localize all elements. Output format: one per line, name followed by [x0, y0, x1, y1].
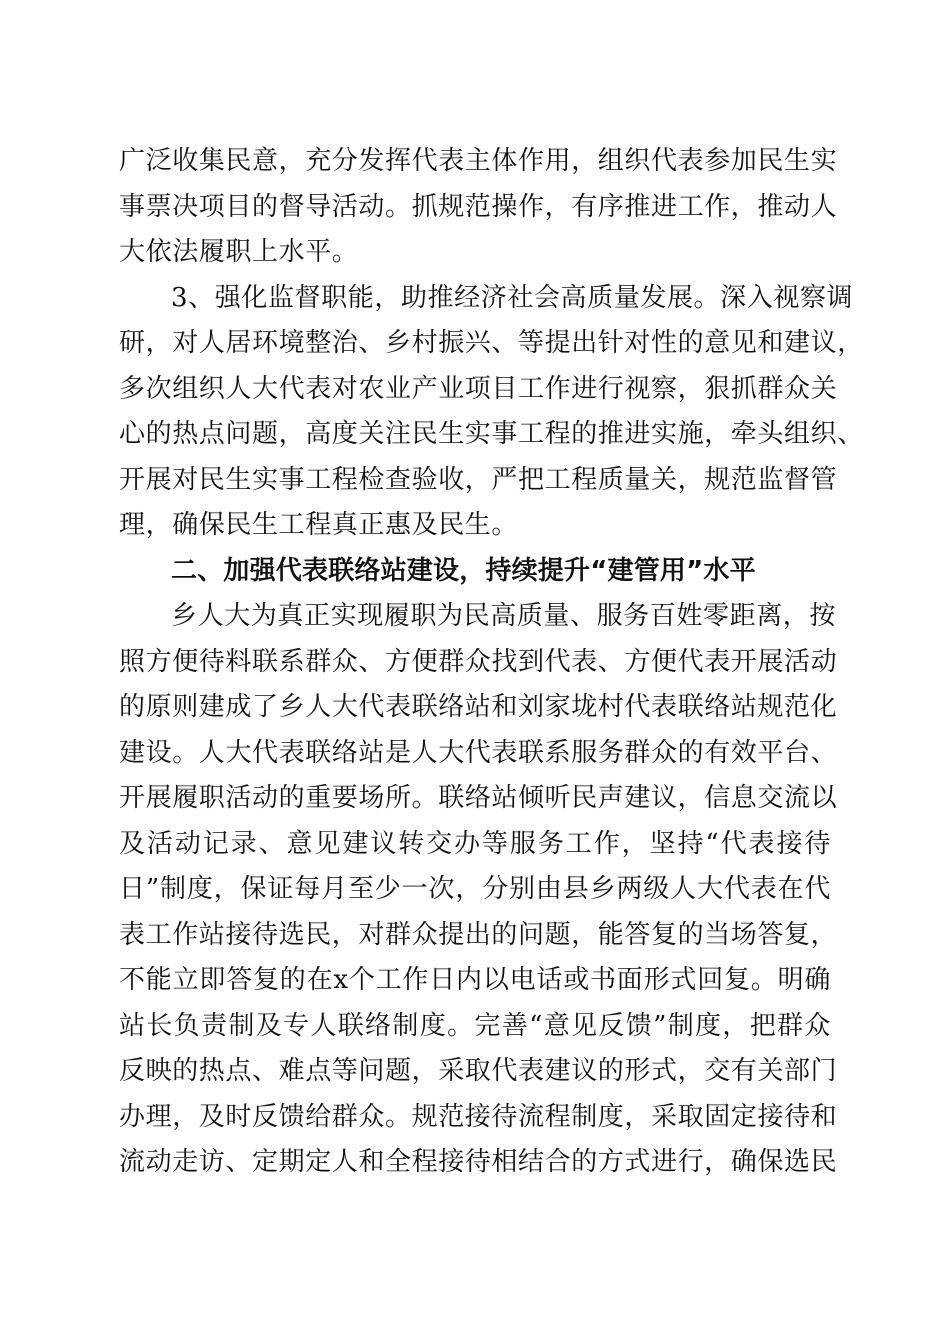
paragraph-line: 及活动记录、意见建议转交办等服务工作，坚持“代表接待: [119, 829, 831, 859]
paragraph-line: 乡人大为真正实现履职为民高质量、服务百姓零距离，按: [171, 601, 837, 631]
paragraph-line: 大依法履职上水平。: [119, 237, 359, 267]
paragraph-line: 流动走访、定期定人和全程接待相结合的方式进行，确保选民: [119, 1147, 838, 1177]
paragraph-line: 心的热点问题，高度关注民生实事工程的推进实施，牵头组织、: [119, 419, 864, 449]
paragraph-line: 办理，及时反馈给群众。规范接待流程制度，采取固定接待和: [119, 1102, 838, 1132]
paragraph-line: 站长负责制及专人联络制度。完善“意见反馈”制度，把群众: [119, 1011, 831, 1041]
paragraph-line: 日”制度，保证每月至少一次，分别由县乡两级人大代表在代: [119, 874, 831, 904]
paragraph-line: 事票决项目的督导活动。抓规范操作，有序推进工作，推动人: [119, 192, 838, 222]
paragraph-line: 建设。人大代表联络站是人大代表联系服务群众的有效平台、: [119, 738, 838, 768]
paragraph-line: 广泛收集民意，充分发挥代表主体作用，组织代表参加民生实: [119, 146, 838, 176]
paragraph-line: 照方便待料联系群众、方便群众找到代表、方便代表开展活动: [119, 647, 838, 677]
paragraph-line: 表工作站接待选民，对群众提出的问题，能答复的当场答复，: [119, 920, 838, 950]
section-heading: 二、加强代表联络站建设，持续提升“建管用”水平: [171, 556, 756, 586]
paragraph-line: 反映的热点、难点等问题，采取代表建议的形式，交有关部门: [119, 1056, 838, 1086]
paragraph-line: 的原则建成了乡人大代表联络站和刘家垅村代表联络站规范化: [119, 692, 838, 722]
paragraph-line: 不能立即答复的在x个工作日内以电话或书面形式回复。明确: [119, 965, 831, 995]
paragraph-line: 研，对人居环境整治、乡村振兴、等提出针对性的意见和建议，: [119, 328, 864, 358]
paragraph-line: 3、强化监督职能，助推经济社会高质量发展。深入视察调: [171, 283, 854, 313]
paragraph-line: 多次组织人大代表对农业产业项目工作进行视察，狠抓群众关: [119, 374, 838, 404]
paragraph-line: 开展对民生实事工程检查验收，严把工程质量关，规范监督管: [119, 465, 838, 495]
paragraph-line: 开展履职活动的重要场所。联络站倾听民声建议，信息交流以: [119, 783, 838, 813]
paragraph-line: 理，确保民生工程真正惠及民生。: [119, 510, 519, 540]
